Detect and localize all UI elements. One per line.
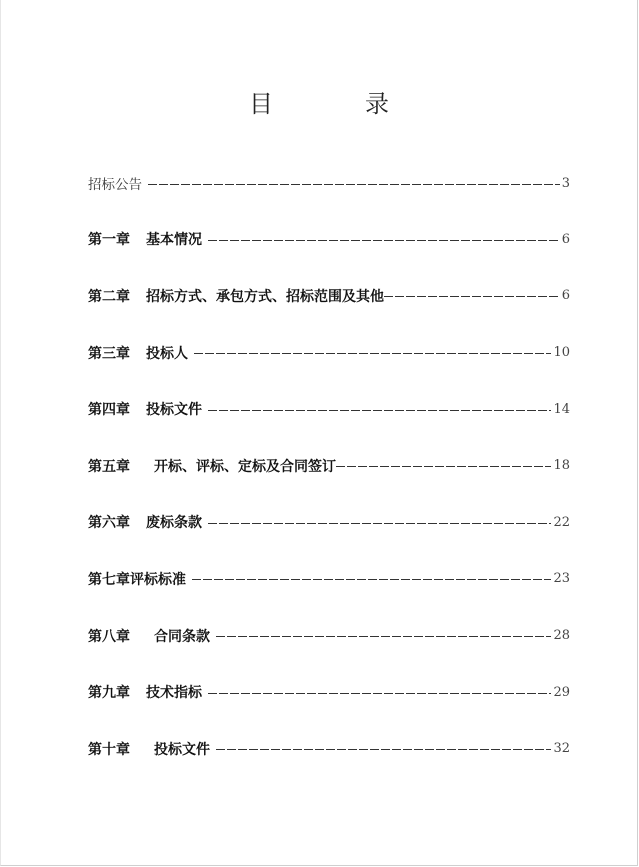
toc-entry-name: 技术指标 — [146, 685, 202, 702]
toc-page-number: 10 — [553, 345, 570, 361]
toc-page-number: 6 — [561, 231, 570, 247]
toc-entry-name: 投标人 — [146, 345, 188, 362]
toc-leader — [208, 523, 551, 524]
toc-chapter-label: 第八章 — [88, 628, 130, 645]
toc-page-number: 18 — [553, 458, 570, 474]
toc-leader — [192, 579, 551, 580]
toc-entry-chapter-9[interactable] — [88, 681, 570, 703]
toc-chapter-label: 第九章 — [88, 685, 130, 702]
toc-page-number: 3 — [561, 175, 570, 191]
toc-chapter-label: 第三章 — [88, 345, 130, 362]
toc-page-number: 14 — [553, 401, 570, 417]
toc-entry-chapter-10[interactable] — [88, 738, 570, 760]
toc-chapter-label: 第二章 — [88, 288, 130, 305]
toc-leader — [208, 693, 551, 694]
toc-entry-chapter-6[interactable] — [88, 511, 570, 533]
toc-leader — [208, 240, 560, 241]
toc-entry-name: 基本情况 — [146, 232, 202, 249]
toc-chapter-label: 第四章 — [88, 402, 130, 419]
toc-chapter-label: 第十章 — [88, 741, 130, 758]
toc-chapter-label: 第五章 — [88, 458, 130, 475]
toc-entry-chapter-5[interactable] — [88, 455, 570, 477]
toc-entry-name: 投标文件 — [154, 741, 210, 758]
toc-entry-chapter-2[interactable] — [88, 285, 570, 307]
toc-leader — [216, 749, 551, 750]
toc-leader — [208, 410, 551, 411]
toc-leader — [194, 353, 551, 354]
toc-title: 目 录 — [249, 90, 423, 118]
toc-entry-name: 合同条款 — [154, 628, 210, 645]
toc-leader — [336, 466, 551, 467]
toc-page-number: 6 — [561, 288, 570, 304]
toc-page-number: 32 — [553, 741, 570, 757]
toc-page-number: 23 — [553, 571, 570, 587]
toc-leader — [148, 184, 560, 185]
toc-page-number: 29 — [553, 684, 570, 700]
toc-entry-name: 投标文件 — [146, 402, 202, 419]
toc-leader — [384, 296, 560, 297]
toc-entry-chapter-8[interactable] — [88, 625, 570, 647]
toc-entry-name: 招标公告 — [88, 177, 142, 193]
toc-entry-chapter-3[interactable] — [88, 342, 570, 364]
toc-entry-announcement[interactable] — [88, 172, 570, 194]
toc-page-number: 22 — [553, 514, 570, 530]
toc-entry-name: 开标、评标、定标及合同签订 — [154, 458, 336, 475]
toc-entry-chapter-7[interactable] — [88, 568, 570, 590]
toc-entry-name: 评标标准 — [130, 571, 186, 588]
toc-entry-name: 招标方式、承包方式、招标范围及其他 — [146, 288, 384, 305]
toc-entry-chapter-4[interactable] — [88, 398, 570, 420]
toc-leader — [216, 636, 551, 637]
table-of-contents — [88, 172, 570, 794]
toc-chapter-label: 第七章 — [88, 571, 130, 588]
toc-entry-chapter-1[interactable] — [88, 228, 570, 250]
toc-chapter-label: 第一章 — [88, 232, 130, 249]
toc-page-number: 28 — [553, 628, 570, 644]
toc-entry-name: 废标条款 — [146, 515, 202, 532]
toc-chapter-label: 第六章 — [88, 515, 130, 532]
